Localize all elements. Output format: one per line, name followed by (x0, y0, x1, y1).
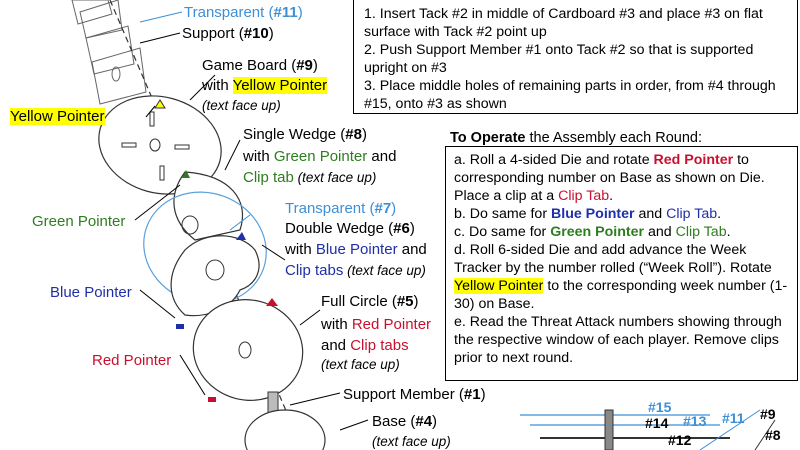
label-single-wedge: Single Wedge (#8) (243, 126, 367, 143)
label-blue-pointer: Blue Pointer (50, 284, 132, 301)
label-double-wedge: Double Wedge (#6) (285, 220, 415, 237)
label-green-pointer: Green Pointer (32, 213, 126, 230)
operate-step-e: e. Read the Threat Attack numbers showing through the respective window of each player. Remove clips prior to next round. (454, 314, 782, 366)
operate-step-d: d. Roll 6-sided Die and add advance the Week Tracker by the number rolled (“Week Roll”). Rotate Yellow Pointer to the corresponding week number (1-30) on Base. (454, 242, 788, 312)
operate-steps-box (445, 146, 798, 381)
base-piece (245, 410, 325, 450)
assembly-step-1: 1. Insert Tack #2 in middle of Cardboard #3 and place #3 on flat surface with Tack #2 point up (364, 6, 763, 40)
label-game-board-note: (text face up) (202, 98, 281, 113)
label-full-circle: Full Circle (#5) (321, 293, 419, 310)
label-game-board-with: with Yellow Pointer (202, 77, 328, 94)
label-full-circle-with: with Red Pointer (321, 316, 432, 333)
label-single-wedge-clip: Clip tab (text face up) (243, 169, 377, 186)
assembly-step-3: 3. Place middle holes of remaining parts in order, from #4 through #15, onto #3 as shown (364, 78, 776, 112)
label-full-circle-note: (text face up) (321, 357, 400, 372)
side-num-12: #12 (668, 432, 692, 448)
label-transparent-7: Transparent (#7) (285, 200, 397, 217)
side-num-13: #13 (683, 413, 707, 429)
side-num-15: #15 (648, 399, 672, 415)
side-num-14: #14 (645, 415, 669, 431)
piece-top-stack (72, 0, 146, 104)
assembly-steps-box (353, 0, 798, 114)
operate-step-c: c. Do same for Green Pointer and Clip Tab. (454, 224, 731, 240)
operate-step-a: a. Roll a 4-sided Die and rotate Red Pointer to corresponding number on Base as shown on Die. Place a clip at a Clip Tab. (454, 152, 765, 204)
label-single-wedge-with: with Green Pointer and (243, 148, 397, 165)
label-transparent-11: Transparent (#11) (184, 4, 303, 21)
operate-step-b: b. Do same for Blue Pointer and Clip Tab. (454, 206, 722, 222)
operate-heading: To Operate the Assembly each Round: (450, 130, 702, 146)
label-base: Base (#4) (372, 413, 438, 430)
label-support-10: Support (#10) (182, 25, 274, 42)
label-yellow-pointer: Yellow Pointer (10, 108, 105, 125)
side-num-11: #11 (722, 410, 745, 426)
side-num-8: #8 (765, 427, 781, 443)
assembly-step-2: 2. Push Support Member #1 onto Tack #2 so that is supported upright on #3 (364, 42, 754, 76)
side-num-9: #9 (760, 406, 776, 422)
label-game-board: Game Board (#9) (202, 57, 318, 74)
single-wedge-piece (174, 170, 243, 240)
label-full-circle-clip: and Clip tabs (321, 337, 409, 354)
label-double-wedge-clip: Clip tabs (text face up) (285, 262, 426, 279)
label-red-pointer: Red Pointer (92, 352, 172, 369)
label-double-wedge-with: with Blue Pointer and (285, 241, 427, 258)
label-base-note: (text face up) (372, 434, 451, 449)
label-support-member: Support Member (#1) (343, 386, 486, 403)
